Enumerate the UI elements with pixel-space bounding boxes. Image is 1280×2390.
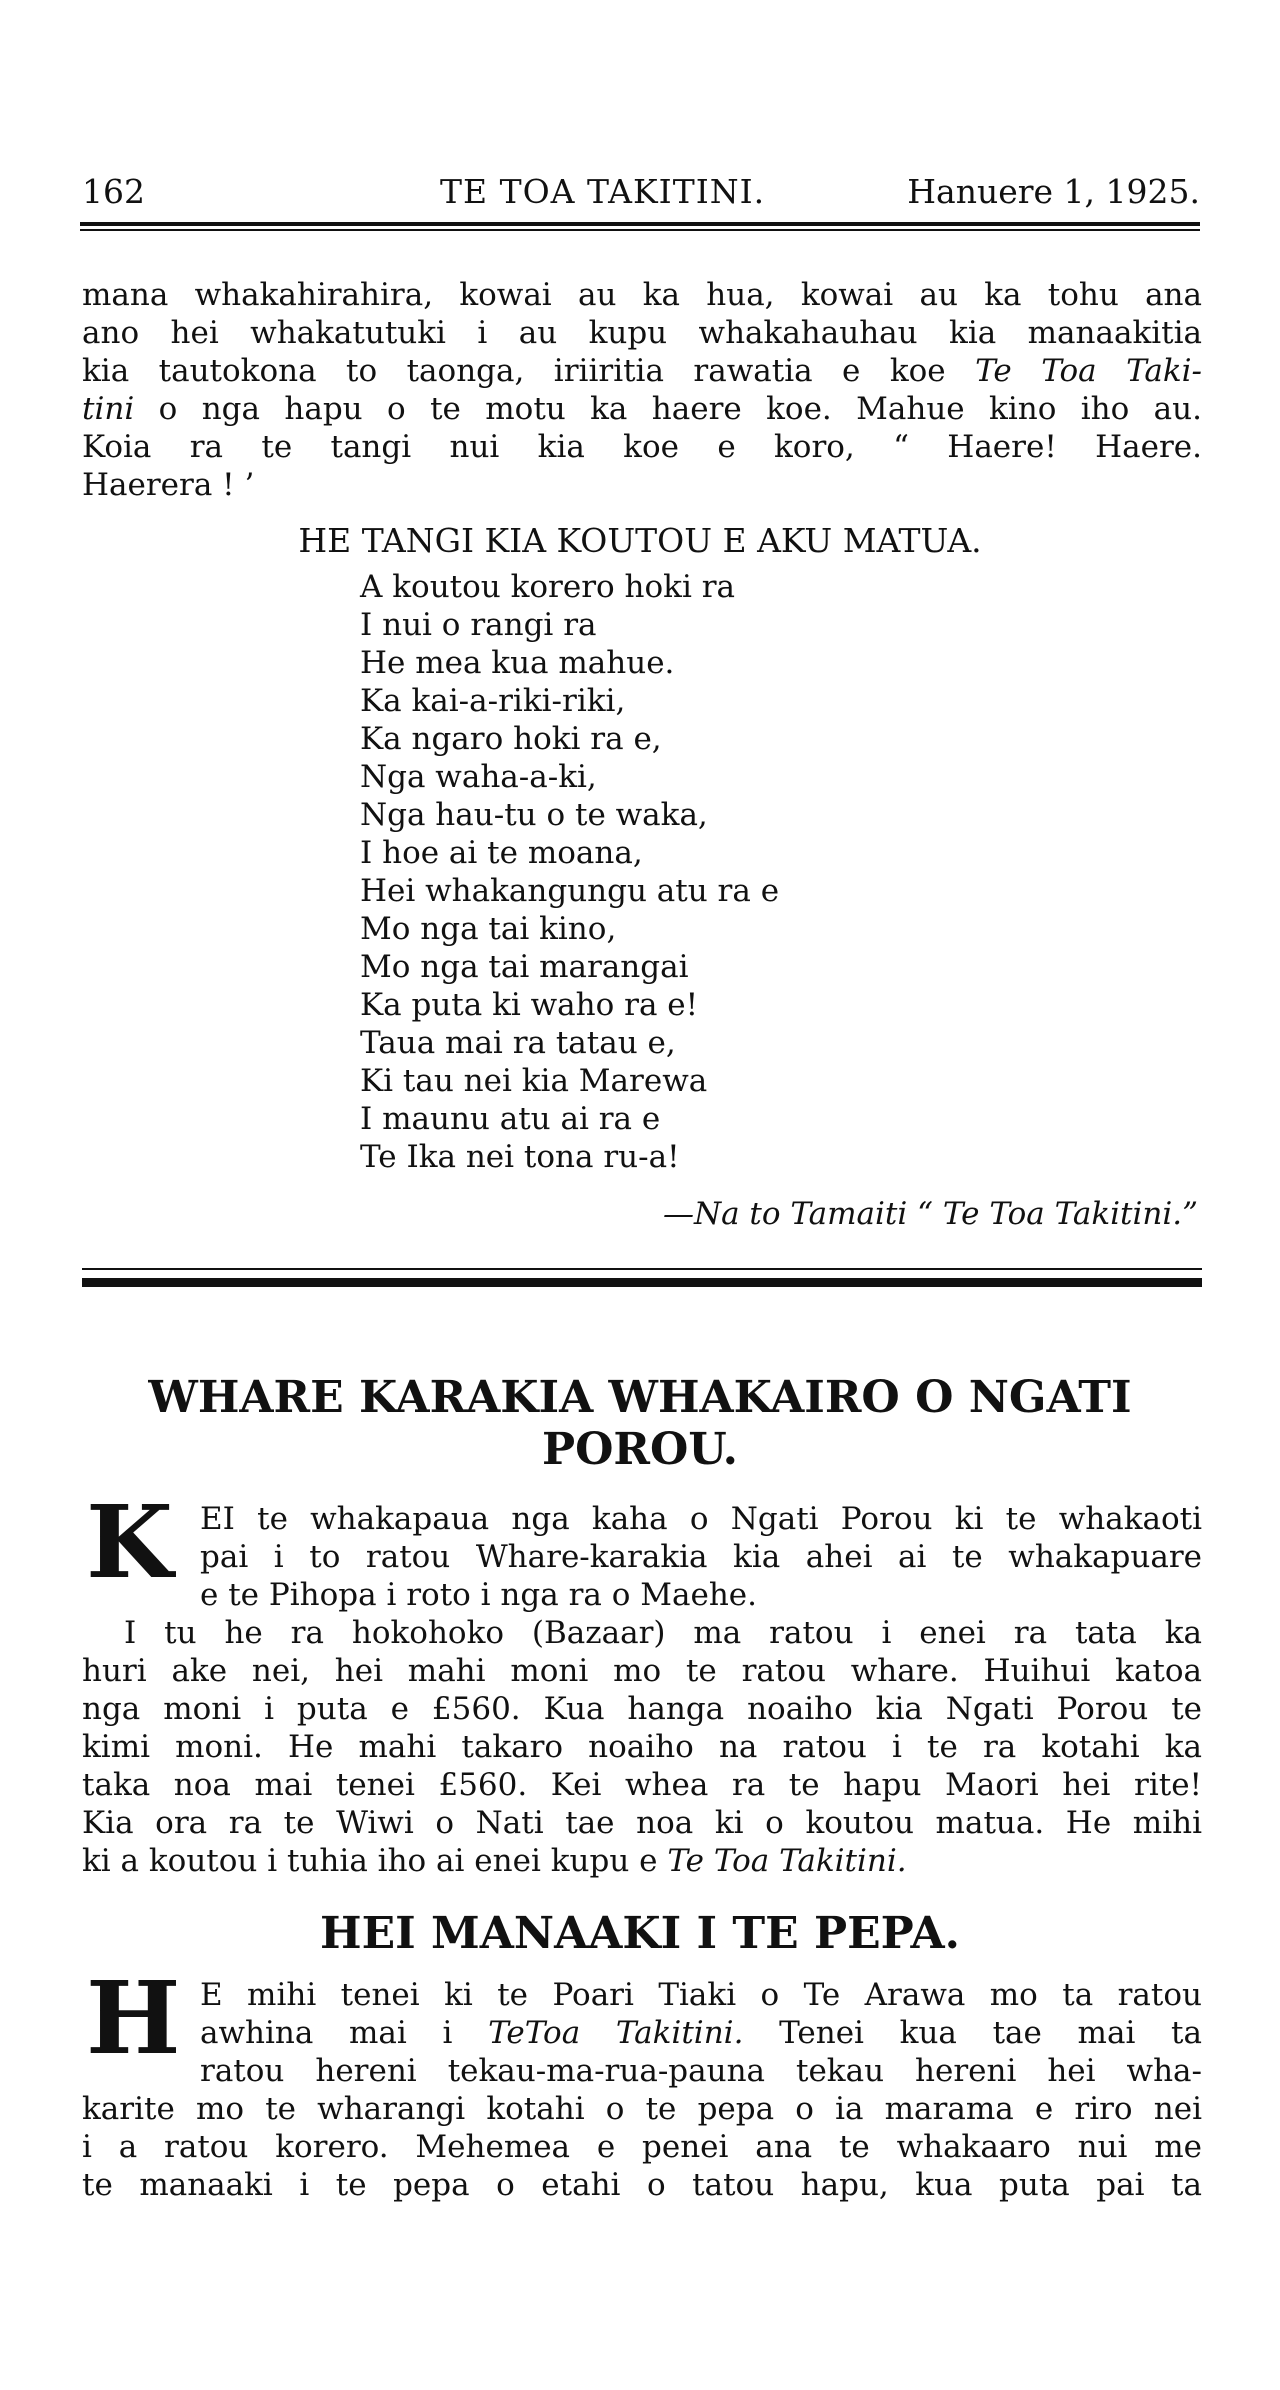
poem-title: HE TANGI KIA KOUTOU E AKU MATUA. [298,521,982,560]
article-lead [200,1976,1202,2090]
poem-line: Te Ika nei tona ru-a! [360,1139,680,1175]
poem [360,568,779,1176]
text-line: kia tautokona to taonga, iriiritia rawatia e koe Te Toa Taki- [82,353,1202,389]
text-line: nga moni i puta e £560. Kua hanga noaiho kia Ngati Porou te [82,1691,1202,1727]
poem-line: I hoe ai te moana, [360,835,643,871]
italic-title: tini [82,391,135,427]
text-line: tini o nga hapu o te motu ka haere koe. Mahue kino iho au. [82,391,1202,427]
page-header [80,172,1200,222]
text-line: huri ake nei, hei mahi moni mo te ratou whare. Huihui katoa [82,1653,1202,1689]
section-divider [82,1268,1202,1287]
text-line: karite mo te wharangi kotahi o te pepa o ia marama e riro nei [82,2091,1202,2127]
poem-byline: —Na to Tamaiti “ Te Toa Takitini.” [662,1196,1198,1232]
text-line: I tu he ra hokohoko (Bazaar) ma ratou i enei ra tata ka [124,1615,1202,1651]
intro-paragraph [82,276,1202,504]
text-line: kimi moni. He mahi takaro noaiho na ratou i te ra kotahi ka [82,1729,1202,1765]
drop-cap: K [86,1483,173,1601]
page-number: 162 [82,172,145,211]
article-lead [200,1500,1202,1614]
text-line: Koia ra te tangi nui kia koe e koro, “ Haere! Haere. [82,429,1202,465]
text-line: ratou hereni tekau-ma-rua-pauna tekau hereni hei wha- [200,2053,1202,2089]
text-line: e te Pihopa i roto i nga ra o Maehe. [200,1577,757,1613]
poem-line: I maunu atu ai ra e [360,1101,661,1137]
poem-line: Ka puta ki waho ra e! [360,987,699,1023]
text-line: i a ratou korero. Mehemea e penei ana te whakaaro nui me [82,2129,1202,2165]
poem-line: Nga hau-tu o te waka, [360,797,708,833]
text-line: ano hei whakatutuki i au kupu whakahauhau kia manaakitia [82,315,1202,351]
poem-line: I nui o rangi ra [360,607,597,643]
poem-line: A koutou korero hoki ra [360,569,736,605]
drop-cap: H [86,1959,181,2077]
poem-line: Ka ngaro hoki ra e, [360,721,662,757]
poem-line: Nga waha-a-ki, [360,759,597,795]
header-rule [80,222,1200,231]
text-line: ki a koutou i tuhia iho ai enei kupu e Te Toa Takitini. [82,1843,907,1879]
text-line: pai i to ratou Whare-karakia kia ahei ai te whakapuare [200,1539,1202,1575]
text-line: te manaaki i te pepa o etahi o tatou hapu, kua puta pai ta [82,2167,1202,2203]
text-line: E mihi tenei ki te Poari Tiaki o Te Arawa mo ta ratou [200,1977,1202,2013]
publication-title: TE TOA TAKITINI. [440,172,766,211]
article-headline: HEI MANAAKI I TE PEPA. [320,1908,960,1959]
poem-line: Ki tau nei kia Marewa [360,1063,708,1099]
text-line: taka noa mai tenei £560. Kei whea ra te hapu Maori hei rite! [82,1767,1202,1803]
poem-line: Taua mai ra tatau e, [360,1025,676,1061]
article-body [82,1614,1202,1880]
poem-line: Hei whakangungu atu ra e [360,873,780,909]
text-line: Haerera ! ’ [82,467,255,503]
article-body [82,2090,1202,2204]
italic-title: Te Toa Takitini. [667,1843,907,1879]
poem-line: Mo nga tai kino, [360,911,617,947]
italic-title: Te Toa Taki- [975,353,1202,389]
poem-line: He mea kua mahue. [360,645,675,681]
text-line: Kia ora ra te Wiwi o Nati tae noa ki o koutou matua. He mihi [82,1805,1202,1841]
text-line: awhina mai i TeToa Takitini. Tenei kua tae mai ta [200,2015,1202,2051]
text-line: mana whakahirahira, kowai au ka hua, kowai au ka tohu ana [82,277,1202,313]
headline-line: POROU. [542,1424,738,1475]
headline-line: WHARE KARAKIA WHAKAIRO O NGATI [148,1372,1132,1423]
poem-line: Mo nga tai marangai [360,949,689,985]
poem-line: Ka kai-a-riki-riki, [360,683,626,719]
text-line: EI te whakapaua nga kaha o Ngati Porou ki te whakaoti [200,1501,1202,1537]
article-headline [0,1372,1280,1476]
italic-title: TeToa Takitini. [488,2015,744,2051]
issue-date: Hanuere 1, 1925. [907,172,1200,211]
